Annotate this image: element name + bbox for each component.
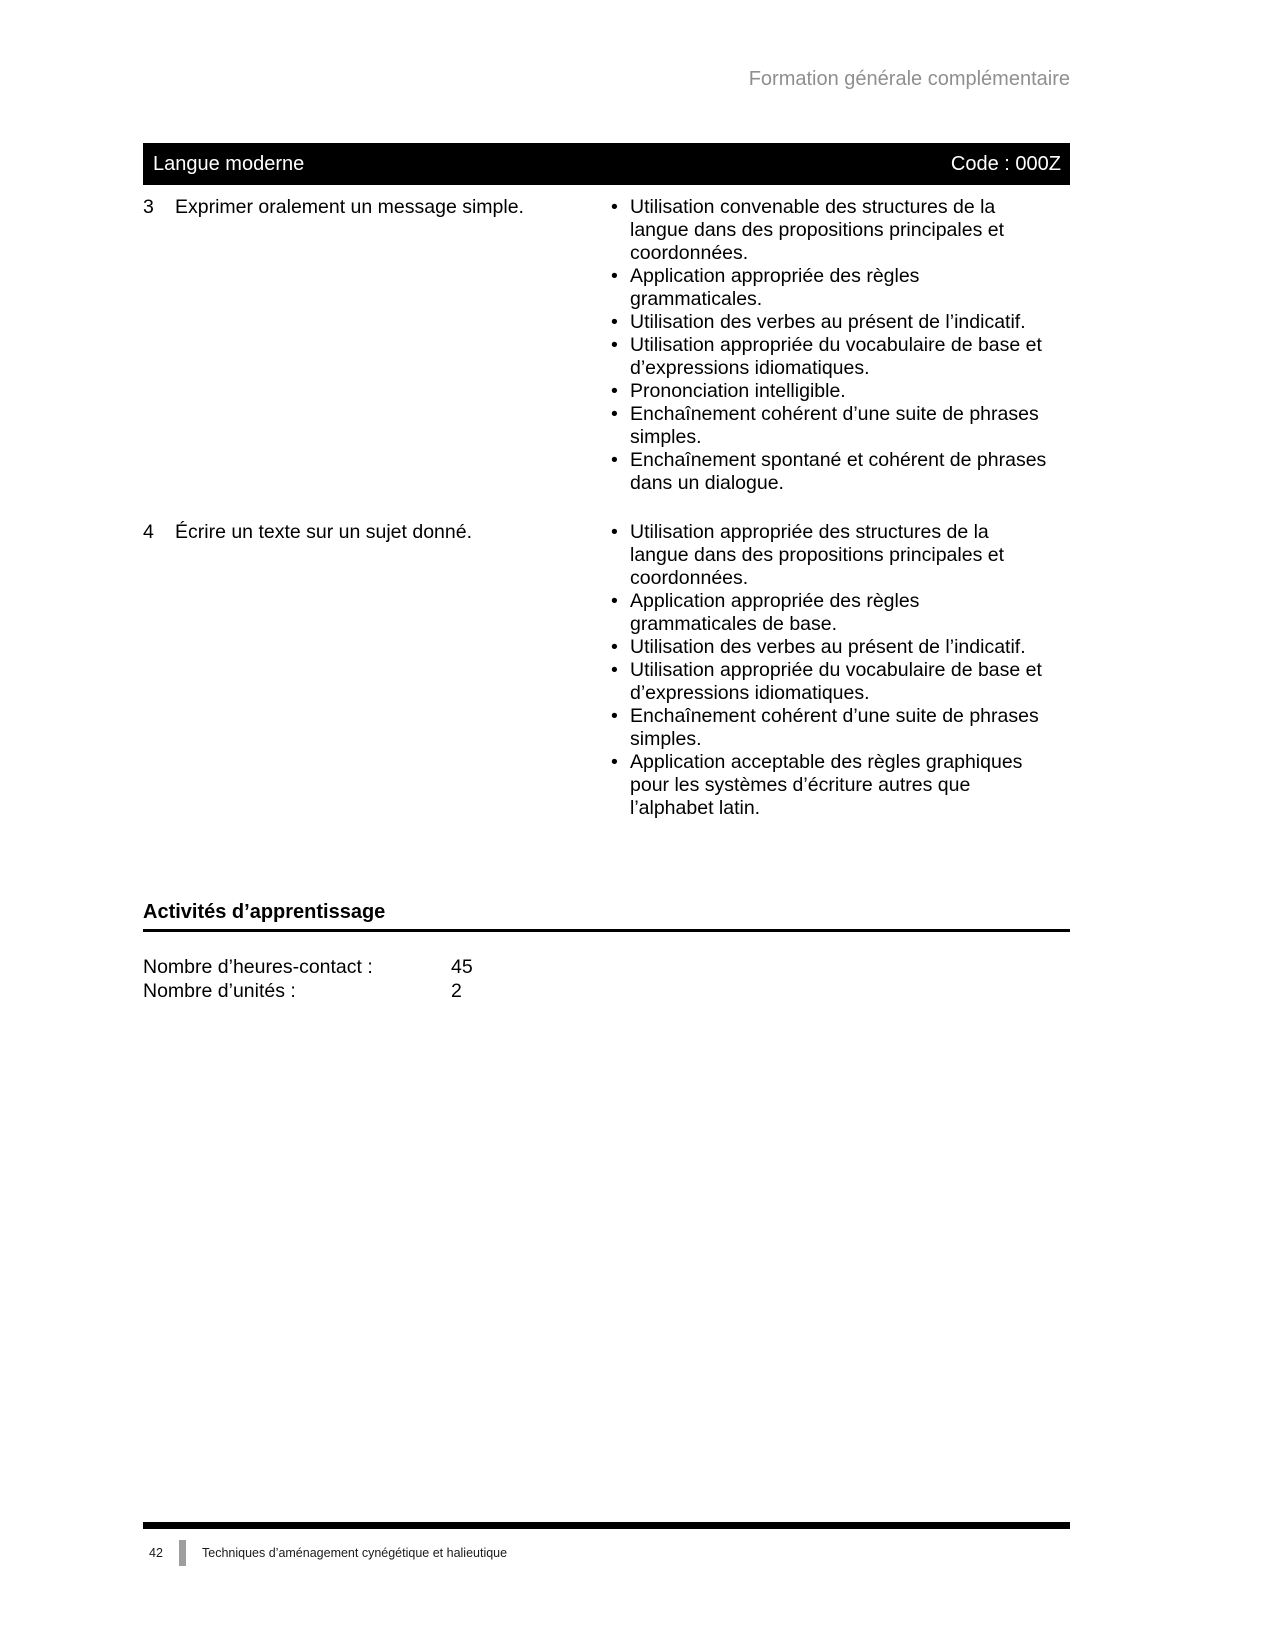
objective-statement bbox=[143, 196, 608, 495]
criteria-list bbox=[608, 521, 1070, 820]
footer-page-number: 42 bbox=[149, 1545, 163, 1560]
running-head: Formation générale complémentaire bbox=[748, 68, 1070, 90]
criteria-list bbox=[608, 196, 1070, 495]
footer-rule bbox=[143, 1522, 1070, 1529]
criterion-item: • Enchaînement cohérent d’une suite de phrases simples. bbox=[608, 403, 1048, 449]
course-code: Code : 000Z bbox=[950, 152, 1061, 175]
hours-contact-value: 45 bbox=[451, 956, 473, 978]
criterion-item: • Enchaînement spontané et cohérent de phrases dans un dialogue. bbox=[608, 449, 1048, 495]
criteria-cell bbox=[608, 521, 1070, 820]
criterion-item: • Application appropriée des règles grammaticales. bbox=[608, 265, 1048, 311]
criterion-item: • Application appropriée des règles grammaticales de base. bbox=[608, 590, 1048, 636]
criterion-item: • Utilisation appropriée des structures de la langue dans des propositions principales et coordonnées. bbox=[608, 521, 1048, 590]
criterion-item: • Enchaînement cohérent d’une suite de phrases simples. bbox=[608, 705, 1048, 751]
objective-statement bbox=[143, 521, 608, 820]
footer-program-title: Techniques d’aménagement cynégétique et halieutique bbox=[202, 1545, 508, 1560]
course-title-bar bbox=[143, 143, 1070, 185]
criterion-item: • Utilisation convenable des structures de la langue dans des propositions principales et coordonnées. bbox=[608, 196, 1048, 265]
criterion-item: • Prononciation intelligible. bbox=[608, 380, 1048, 403]
units-value: 2 bbox=[451, 980, 462, 1002]
objective-statement-text: Exprimer oralement un message simple. bbox=[175, 196, 524, 218]
objective-row bbox=[143, 196, 1070, 495]
course-title: Langue moderne bbox=[153, 152, 305, 175]
criterion-item: • Utilisation appropriée du vocabulaire de base et d’expressions idiomatiques. bbox=[608, 659, 1048, 705]
criteria-cell bbox=[608, 196, 1070, 495]
criterion-item: • Utilisation des verbes au présent de l’indicatif. bbox=[608, 311, 1048, 334]
objective-number: 4 bbox=[143, 521, 154, 543]
criterion-item: • Utilisation des verbes au présent de l’indicatif. bbox=[608, 636, 1048, 659]
units-row bbox=[143, 979, 473, 1003]
activities-section-heading: Activités d’apprentissage bbox=[143, 901, 1070, 932]
objective-number: 3 bbox=[143, 196, 154, 218]
footer-divider bbox=[179, 1540, 186, 1566]
objective-statement-text: Écrire un texte sur un sujet donné. bbox=[175, 521, 473, 543]
criterion-item: • Utilisation appropriée du vocabulaire de base et d’expressions idiomatiques. bbox=[608, 334, 1048, 380]
hours-contact-label: Nombre d’heures-contact : bbox=[143, 956, 373, 978]
criterion-item: • Application acceptable des règles graphiques pour les systèmes d’écriture autres que l’alphabet latin. bbox=[608, 751, 1048, 820]
objectives-table bbox=[143, 196, 1070, 820]
units-label: Nombre d’unités : bbox=[143, 980, 296, 1002]
footer bbox=[143, 1539, 507, 1566]
objective-row bbox=[143, 521, 1070, 820]
activities-details bbox=[143, 955, 473, 1003]
hours-contact-row bbox=[143, 955, 473, 979]
